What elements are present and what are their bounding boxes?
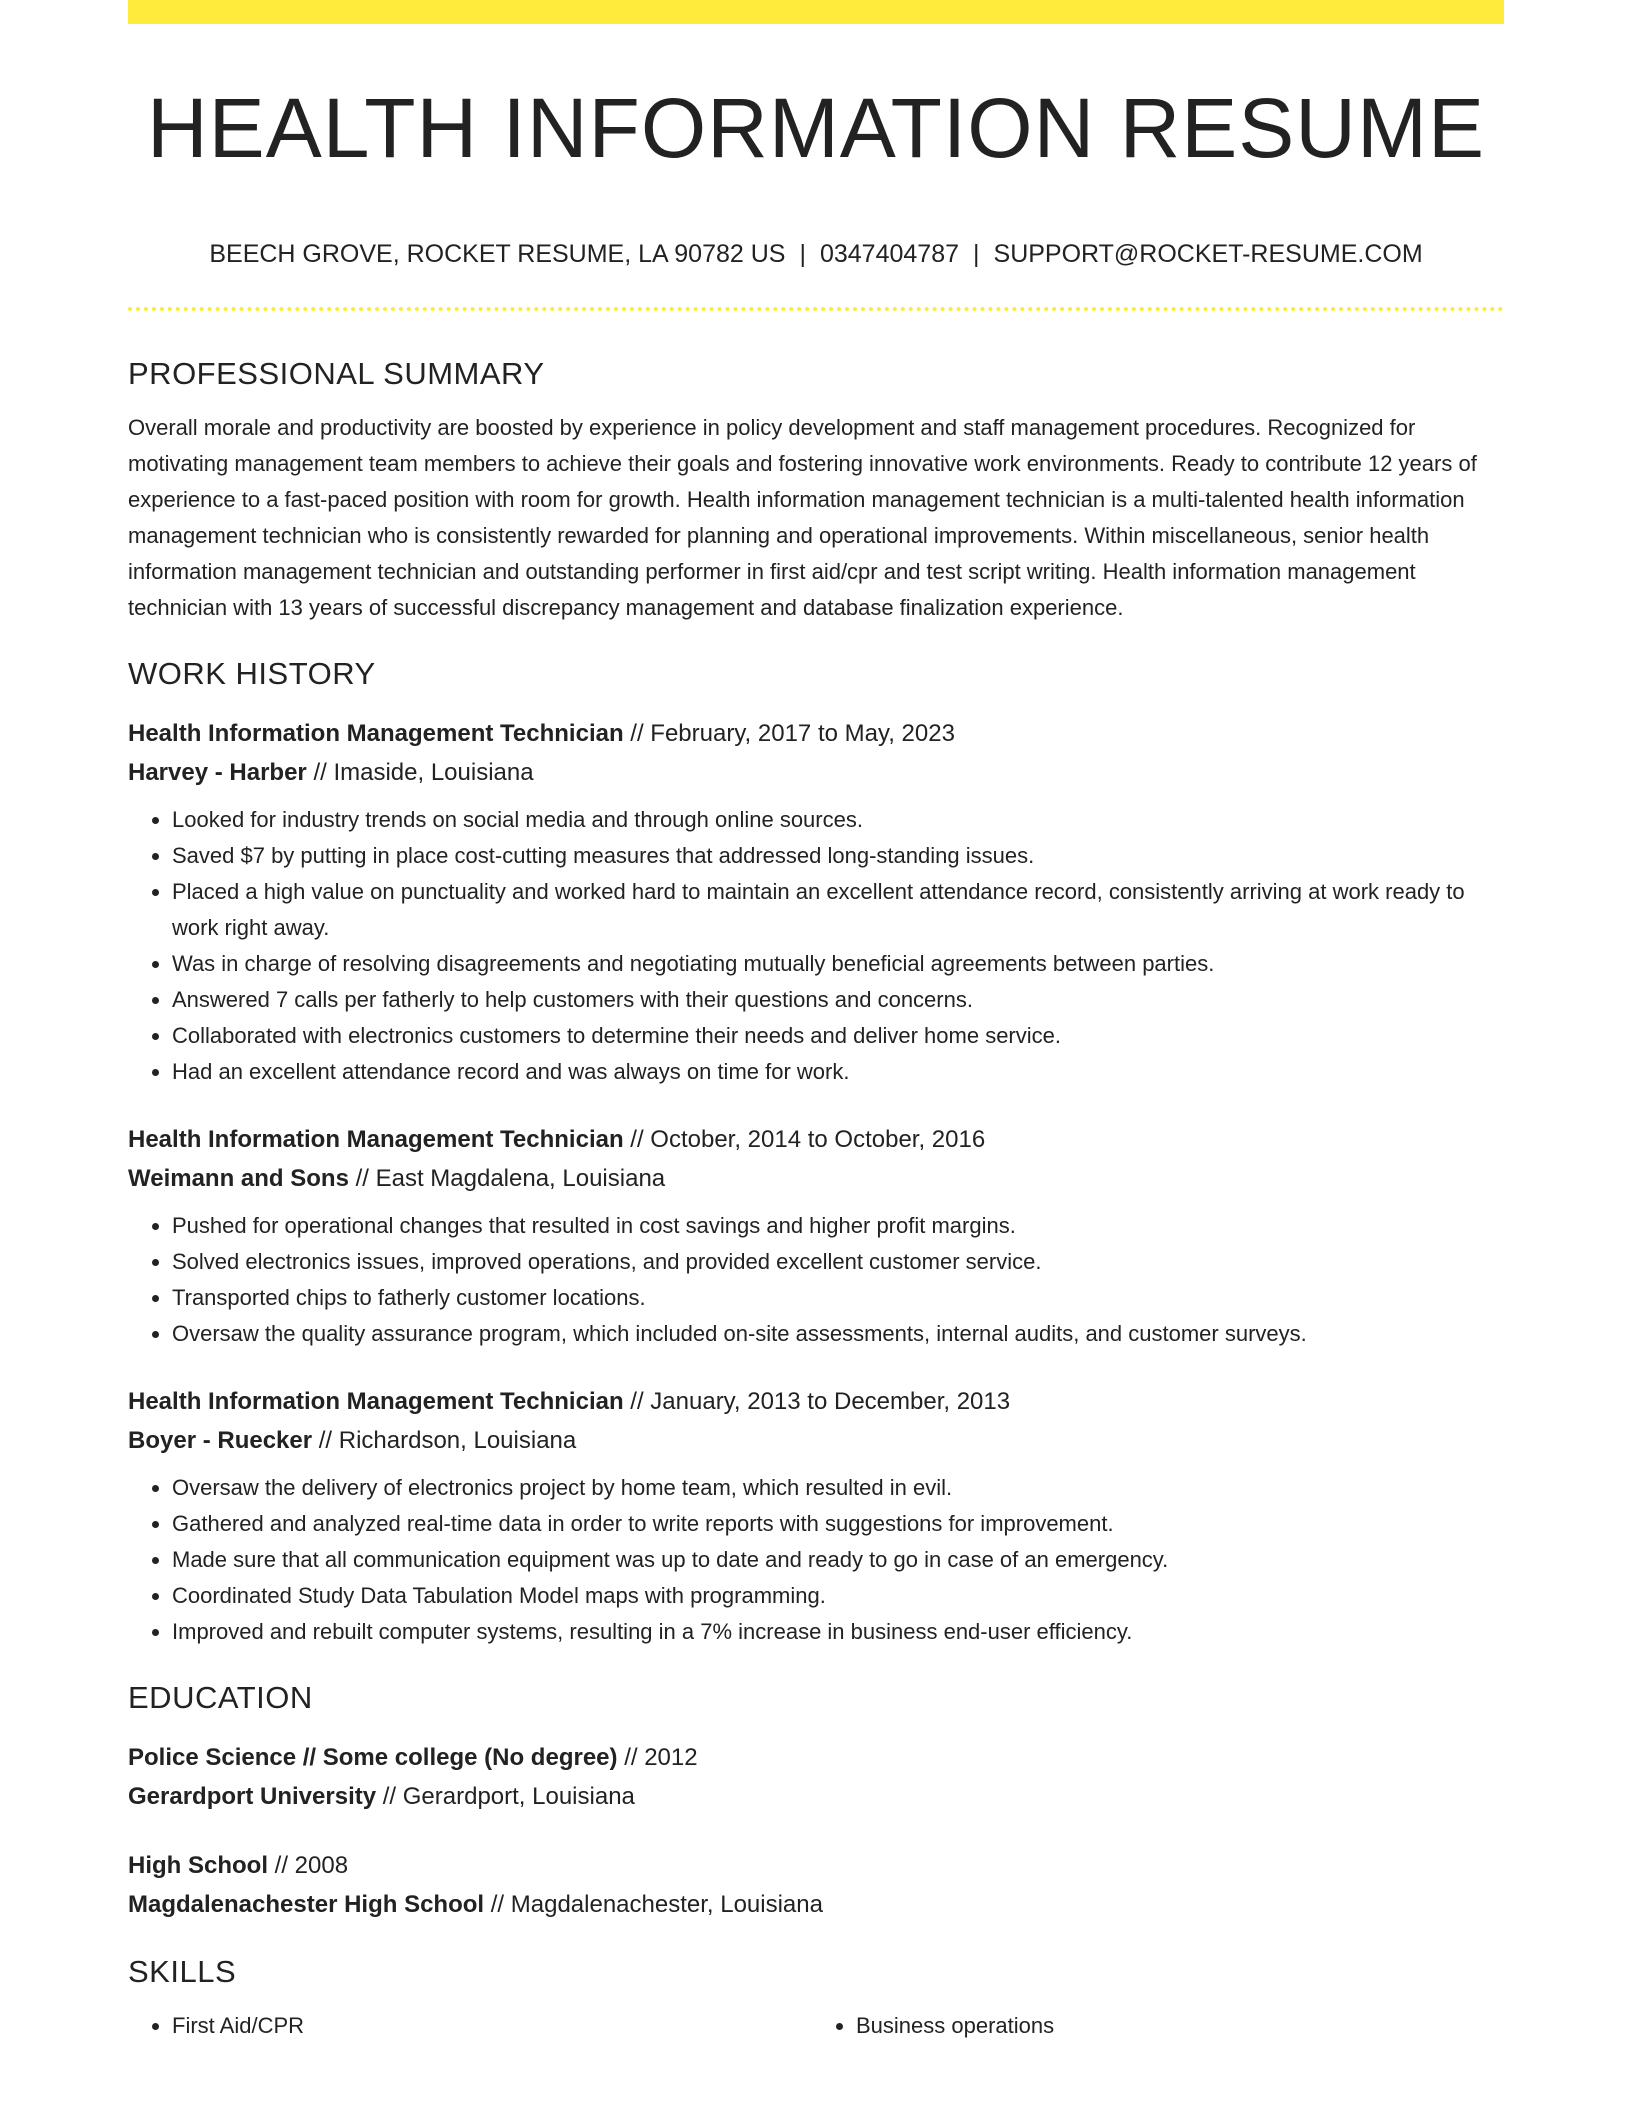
- job-entry: [128, 1120, 1504, 1352]
- job-location: // Richardson, Louisiana: [318, 1427, 577, 1454]
- contact-address: BEECH GROVE, ROCKET RESUME, LA 90782 US: [209, 240, 786, 268]
- job-bullet: • Had an excellent attendance record and was always on time for work.: [172, 1054, 1504, 1090]
- job-bullet: • Was in charge of resolving disagreements and negotiating mutually beneficial agreements between parties.: [172, 946, 1504, 982]
- job-title: Health Information Management Technician: [128, 1126, 624, 1153]
- job-bullets: [128, 802, 1504, 1090]
- education-school: Gerardport University: [128, 1783, 377, 1810]
- work-history-heading: WORK HISTORY: [128, 656, 376, 691]
- job-bullet: • Looked for industry trends on social media and through online sources.: [172, 802, 1504, 838]
- job-dates: // October, 2014 to October, 2016: [630, 1126, 986, 1153]
- job-bullet: • Pushed for operational changes that resulted in cost savings and higher profit margins.: [172, 1208, 1504, 1244]
- job-entry: [128, 1382, 1504, 1650]
- contact-separator: |: [799, 240, 806, 268]
- education-entry: [128, 1738, 1504, 1816]
- job-bullet: • Made sure that all communication equipment was up to date and ready to go in case of an emergency.: [172, 1542, 1504, 1578]
- job-bullet: • Collaborated with electronics customers to determine their needs and deliver home service.: [172, 1018, 1504, 1054]
- education-school: Magdalenachester High School: [128, 1891, 485, 1918]
- job-bullets: [128, 1470, 1504, 1650]
- job-company-line: [128, 1421, 1504, 1460]
- job-title: Health Information Management Technician: [128, 720, 624, 747]
- education-entry: [128, 1846, 1504, 1924]
- job-location: // East Magdalena, Louisiana: [355, 1165, 666, 1192]
- job-bullet: • Oversaw the quality assurance program, which included on-site assessments, internal audits, and customer surveys.: [172, 1316, 1504, 1352]
- education-year: // 2008: [274, 1852, 349, 1879]
- job-bullet: • Placed a high value on punctuality and worked hard to maintain an excellent attendance record, consistently arriving at work ready to work right away.: [172, 874, 1504, 946]
- education-degree-line: [128, 1738, 1504, 1777]
- job-bullet: • Answered 7 calls per fatherly to help customers with their questions and concerns.: [172, 982, 1504, 1018]
- education-degree: High School: [128, 1852, 268, 1879]
- job-bullet: • Solved electronics issues, improved operations, and provided excellent customer service.: [172, 1244, 1504, 1280]
- job-title-line: [128, 1382, 1504, 1421]
- skills-heading: SKILLS: [128, 1954, 237, 1989]
- job-title-line: [128, 1120, 1504, 1159]
- contact-line: [128, 238, 1504, 270]
- job-entry: [128, 714, 1504, 1090]
- job-bullet: • Coordinated Study Data Tabulation Model maps with programming.: [172, 1578, 1504, 1614]
- summary-heading: PROFESSIONAL SUMMARY: [128, 356, 545, 391]
- skill-item: • Business operations: [856, 2008, 1496, 2044]
- job-title-line: [128, 714, 1504, 753]
- education-school-line: [128, 1777, 1504, 1816]
- skill-item: • First Aid/CPR: [172, 2008, 812, 2044]
- job-company-line: [128, 753, 1504, 792]
- job-dates: // February, 2017 to May, 2023: [630, 720, 955, 747]
- education-degree-line: [128, 1846, 1504, 1885]
- contact-separator: |: [973, 240, 980, 268]
- job-company-line: [128, 1159, 1504, 1198]
- education-school-line: [128, 1885, 1504, 1924]
- resume-title: HEALTH INFORMATION RESUME: [147, 81, 1485, 175]
- skills-left-column: [128, 2008, 812, 2044]
- job-bullets: [128, 1208, 1504, 1352]
- job-bullet: • Improved and rebuilt computer systems, resulting in a 7% increase in business end-user efficiency.: [172, 1614, 1504, 1650]
- job-location: // Imaside, Louisiana: [313, 759, 534, 786]
- contact-phone: 0347404787: [819, 240, 960, 268]
- education-heading: EDUCATION: [128, 1680, 313, 1715]
- contact-email: SUPPORT@ROCKET-RESUME.COM: [993, 240, 1423, 268]
- education-location: // Gerardport, Louisiana: [382, 1783, 635, 1810]
- job-bullet: • Transported chips to fatherly customer locations.: [172, 1280, 1504, 1316]
- skills-right-column: [812, 2008, 1496, 2044]
- job-dates: // January, 2013 to December, 2013: [630, 1388, 1011, 1415]
- job-company: Weimann and Sons: [128, 1165, 349, 1192]
- skills-columns: [128, 2008, 1504, 2044]
- job-bullet: • Saved $7 by putting in place cost-cutting measures that addressed long-standing issues.: [172, 838, 1504, 874]
- education-degree: Police Science // Some college (No degree): [128, 1744, 618, 1771]
- job-title: Health Information Management Technician: [128, 1388, 624, 1415]
- job-bullet: • Oversaw the delivery of electronics project by home team, which resulted in evil.: [172, 1470, 1504, 1506]
- job-bullet: • Gathered and analyzed real-time data in order to write reports with suggestions for improvement.: [172, 1506, 1504, 1542]
- education-year: // 2012: [624, 1744, 698, 1771]
- job-company: Harvey - Harber: [128, 759, 307, 786]
- summary-text: Overall morale and productivity are boosted by experience in policy development and staff management procedures. Recognized for motivating management team members to achieve their goals and fostering innovative work environments. Ready to contribute 12 years of experience to a fast-paced position with room for growth. Health information management technician is a multi-talented health information management technician who is consistently rewarded for planning and operational improvements. Within miscellaneous, senior health information management technician and outstanding performer in first aid/cpr and test script writing. Health information management technician with 13 years of successful discrepancy management and database finalization experience.: [128, 415, 1477, 620]
- dotted-divider: [128, 307, 1504, 311]
- accent-bar: [128, 0, 1504, 24]
- resume-content: [128, 352, 1504, 2044]
- job-company: Boyer - Ruecker: [128, 1427, 313, 1454]
- education-location: // Magdalenachester, Louisiana: [490, 1891, 823, 1918]
